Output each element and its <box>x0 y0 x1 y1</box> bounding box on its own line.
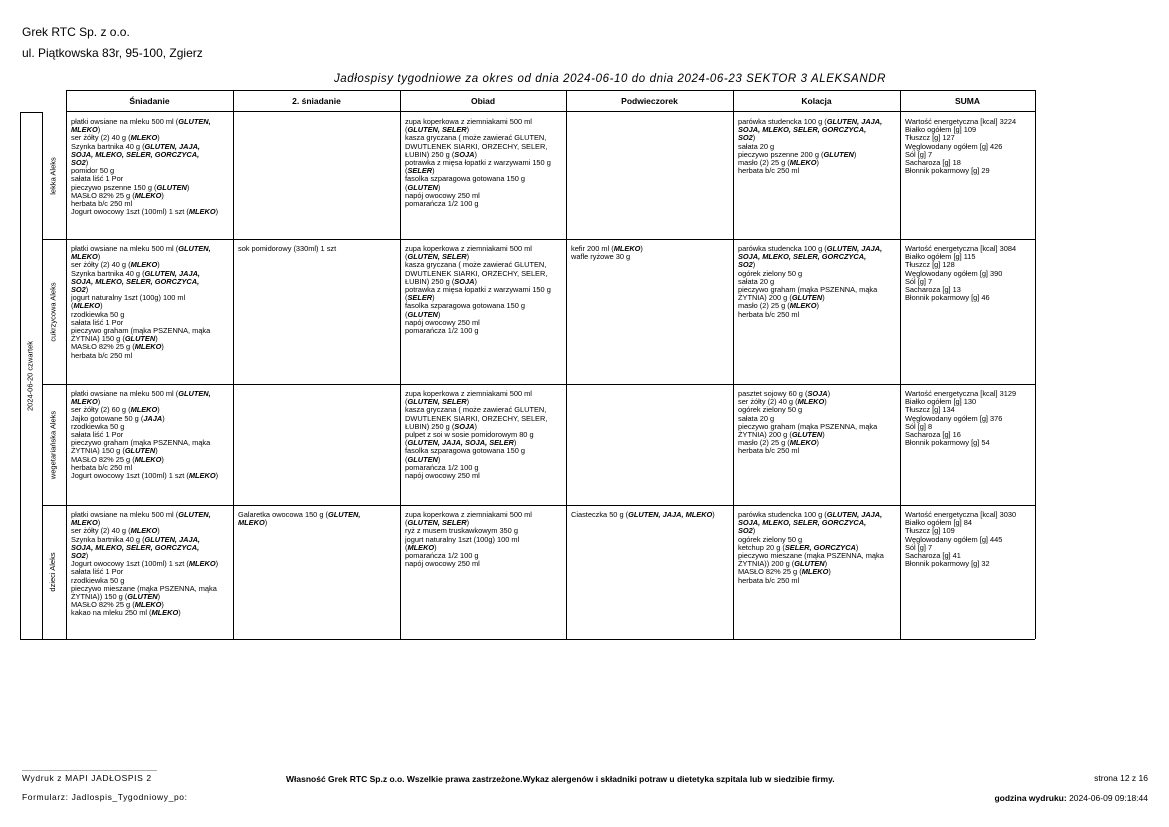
cell-line: (GLUTEN, JAJA, SOJA, SELER) <box>405 438 517 448</box>
cell-line: (MLEKO) <box>405 542 437 552</box>
cell-line: zupa koperkowa z ziemniakami 500 ml <box>405 511 532 519</box>
cell-line: (MLEKO) <box>71 301 103 311</box>
cell-line: herbata b/c 250 ml <box>71 199 133 209</box>
cell-line: MLEKO) <box>71 518 101 528</box>
column-header: Śniadanie <box>129 96 170 106</box>
cell-line: Wartość energetyczna [kcal] 3224 <box>905 118 1017 126</box>
cell-line: sałata liść 1 Por <box>71 430 124 440</box>
diet-label: dzieci Aleks <box>48 552 57 592</box>
cell-line: ogórek zielony 50 g <box>738 534 803 544</box>
cell-line: rzodkiewka 50 g <box>71 575 125 585</box>
menu-cell <box>71 118 230 237</box>
cell-line: ser żółty (2) 60 g (MLEKO) <box>71 405 160 415</box>
cell-line: sok pomidorowy (330ml) 1 szt <box>238 245 337 253</box>
cell-line: Węglowodany ogółem [g] 376 <box>905 413 1003 423</box>
menu-cell <box>238 390 397 503</box>
table-col-line <box>1035 90 1036 639</box>
cell-line: herbata b/c 250 ml <box>738 309 800 319</box>
menu-cell <box>571 245 730 382</box>
cell-line: SO2) <box>738 526 756 536</box>
diet-label: lekka Aleks <box>48 156 57 195</box>
menu-cell <box>71 390 230 503</box>
cell-line: MLEKO) <box>71 397 101 407</box>
cell-line: herbata b/c 250 ml <box>738 575 800 585</box>
cell-line: ogórek zielony 50 g <box>738 405 803 415</box>
cell-line: zupa koperkowa z ziemniakami 500 ml <box>405 245 532 253</box>
cell-line: ŻYTNIA) 200 g (GLUTEN) <box>738 430 825 440</box>
cell-line: Sacharoza [g] 18 <box>905 158 961 168</box>
cell-line: Sacharoza [g] 16 <box>905 430 961 440</box>
cell-line: ogórek zielony 50 g <box>738 268 803 278</box>
cell-line: Błonnik pokarmowy [g] 32 <box>905 559 990 569</box>
print-time <box>994 793 1148 803</box>
cell-line: DWUTLENEK SIARKI, ORZECHY, SELER, <box>405 268 548 278</box>
cell-line: Sacharoza [g] 41 <box>905 551 961 561</box>
cell-line: pieczywo pszenne 200 g (GLUTEN) <box>738 149 857 159</box>
cell-line: jogurt naturalny 1szt (100g) 100 ml <box>71 293 186 303</box>
footer-copyright: Własność Grek RTC Sp.z o.o. Wszelkie prawa zastrzeżone.Wykaz alergenów i składniki potraw u dietetyka szpitala lub w siedzibie firmy. <box>286 774 835 784</box>
cell-line: płatki owsiane na mleku 500 ml (GLUTEN, <box>71 511 211 519</box>
table-col-line <box>733 90 734 639</box>
cell-line: pieczywo graham (mąka PSZENNA, mąka <box>738 285 878 295</box>
menu-cell <box>405 245 563 382</box>
cell-line: zupa koperkowa z ziemniakami 500 ml <box>405 118 532 126</box>
cell-line: kasza gryczana ( może zawierać GLUTEN, <box>405 405 547 415</box>
cell-line: pieczywo mieszane (mąka PSZENNA, mąka <box>71 583 217 593</box>
cell-line: ketchup 20 g (SELER, GORCZYCA) <box>738 542 859 552</box>
cell-line: ŁUBIN) 250 g (SOJA) <box>405 276 477 286</box>
cell-line: Błonnik pokarmowy [g] 46 <box>905 293 990 303</box>
cell-line: DWUTLENEK SIARKI, ORZECHY, SELER, <box>405 141 548 151</box>
cell-line: pieczywo graham (mąka PSZENNA, mąka <box>71 326 211 336</box>
menu-cell <box>238 118 397 237</box>
cell-line: ŁUBIN) 250 g (SOJA) <box>405 421 477 431</box>
menu-cell <box>571 390 730 503</box>
menu-cell <box>905 245 1032 382</box>
cell-line: kakao na mleku 250 ml (MLEKO) <box>71 608 181 618</box>
cell-line: Wartość energetyczna [kcal] 3030 <box>905 511 1017 519</box>
table-row-line <box>42 239 1035 240</box>
menu-cell <box>238 245 397 382</box>
cell-line: Jogurt owocowy 1szt (100ml) 1 szt (MLEKO) <box>71 207 219 217</box>
cell-line: SO2) <box>71 551 89 561</box>
menu-cell <box>905 390 1032 503</box>
table-col-line <box>900 90 901 639</box>
cell-line: sałata 20 g <box>738 276 775 286</box>
column-header: Podwieczorek <box>621 96 678 106</box>
cell-line: parówka studencka 100 g (GLUTEN, JAJA, <box>738 118 883 126</box>
cell-line: ryż z musem truskawkowym 350 g <box>405 526 518 536</box>
cell-line: pasztet sojowy 60 g (SOJA) <box>738 390 831 398</box>
cell-line: MASŁO 82% 25 g (MLEKO) <box>71 454 164 464</box>
table-row-line <box>42 384 1035 385</box>
cell-line: Tłuszcz [g] 109 <box>905 526 955 536</box>
menu-cell <box>405 390 563 503</box>
cell-line: Szynka bartnika 40 g (GLUTEN, JAJA, <box>71 534 200 544</box>
menu-cell <box>405 511 563 637</box>
table-col-line <box>566 90 567 639</box>
footer-source: Wydruk z MAPI JADŁOSPIS 2 <box>22 773 152 783</box>
cell-line: napój owocowy 250 ml <box>405 317 480 327</box>
menu-cell <box>405 118 563 237</box>
cell-line: (GLUTEN) <box>405 309 441 319</box>
cell-line: MLEKO) <box>238 518 268 528</box>
cell-line: Błonnik pokarmowy [g] 54 <box>905 438 990 448</box>
cell-line: sałata 20 g <box>738 413 775 423</box>
cell-line: Białko ogółem [g] 84 <box>905 518 972 528</box>
menu-cell <box>738 390 897 503</box>
cell-line: herbata b/c 250 ml <box>71 350 133 360</box>
cell-line: (GLUTEN) <box>405 454 441 464</box>
cell-line: sałata 20 g <box>738 141 775 151</box>
cell-line: Sól [g] 8 <box>905 421 933 431</box>
page-number: strona 12 z 16 <box>1094 773 1148 783</box>
cell-line: kasza gryczana ( może zawierać GLUTEN, <box>405 133 547 143</box>
cell-line: masło (2) 25 g (MLEKO) <box>738 438 819 448</box>
cell-line: MASŁO 82% 25 g (MLEKO) <box>71 600 164 610</box>
day-label: 2024-06-20 czwartek <box>25 340 34 411</box>
print-time-label: godzina wydruku: <box>994 793 1067 803</box>
cell-line: pieczywo mieszane (mąka PSZENNA, mąka <box>738 551 884 561</box>
company-name: Grek RTC Sp. z o.o. <box>22 25 130 39</box>
cell-line: Wartość energetyczna [kcal] 3084 <box>905 245 1017 253</box>
cell-line: (GLUTEN, SELER) <box>405 518 470 528</box>
table-header-line <box>66 111 1035 112</box>
cell-line: parówka studencka 100 g (GLUTEN, JAJA, <box>738 245 883 253</box>
cell-line: (SELER) <box>405 293 435 303</box>
cell-line: (GLUTEN) <box>405 182 441 192</box>
cell-line: Wartość energetyczna [kcal] 3129 <box>905 390 1017 398</box>
cell-line: ŁUBIN) 250 g (SOJA) <box>405 149 477 159</box>
cell-line: herbata b/c 250 ml <box>738 446 800 456</box>
cell-line: DWUTLENEK SIARKI, ORZECHY, SELER, <box>405 413 548 423</box>
diet-label: cukrzycowa Aleks <box>48 281 57 342</box>
cell-line: masło (2) 25 g (MLEKO) <box>738 158 819 168</box>
cell-line: pieczywo graham (mąka PSZENNA, mąka <box>71 438 211 448</box>
cell-line: Szynka bartnika 40 g (GLUTEN, JAJA, <box>71 268 200 278</box>
cell-line: ser żółty (2) 40 g (MLEKO) <box>738 397 827 407</box>
cell-line: pomarańcza 1/2 100 g <box>405 462 479 472</box>
cell-line: pieczywo graham (mąka PSZENNA, mąka <box>738 421 878 431</box>
cell-line: pomidor 50 g <box>71 166 115 176</box>
cell-line: ŻYTNIA) 150 g (GLUTEN) <box>71 334 158 344</box>
cell-line: Galaretka owocowa 150 g (GLUTEN, <box>238 511 361 519</box>
table-border-bottom <box>20 639 1035 640</box>
menu-cell <box>71 245 230 382</box>
cell-line: Białko ogółem [g] 109 <box>905 125 977 135</box>
cell-line: pomarańcza 1/2 100 g <box>405 199 479 209</box>
cell-line: pomarańcza 1/2 100 g <box>405 551 479 561</box>
company-address: ul. Piątkowska 83r, 95-100, Zgierz <box>22 46 203 60</box>
table-row-line <box>42 505 1035 506</box>
cell-line: pieczywo pszenne 150 g (GLUTEN) <box>71 182 190 192</box>
cell-line: SOJA, MLEKO, SELER, GORCZYCA, <box>71 149 200 159</box>
column-header: SUMA <box>954 96 981 106</box>
cell-line: ŻYTNIA)) 150 g (GLUTEN) <box>71 592 161 602</box>
cell-line: Sól [g] 7 <box>905 542 933 552</box>
cell-line: Sól [g] 7 <box>905 149 933 159</box>
cell-line: Tłuszcz [g] 127 <box>905 133 955 143</box>
table-label-left <box>42 112 43 639</box>
cell-line: wafle ryżowe 30 g <box>571 252 631 262</box>
cell-line: sałata liść 1 Por <box>71 567 124 577</box>
cell-line: napój owocowy 250 ml <box>405 559 480 569</box>
footer-divider <box>22 770 157 771</box>
cell-line: SOJA, MLEKO, SELER, GORCZYCA, <box>738 125 867 135</box>
cell-line: SOJA, MLEKO, SELER, GORCZYCA, <box>71 276 200 286</box>
menu-cell <box>571 118 730 237</box>
table-col-line <box>66 90 67 639</box>
company-block <box>22 22 203 64</box>
menu-cell <box>571 511 730 637</box>
cell-line: Błonnik pokarmowy [g] 29 <box>905 166 990 176</box>
cell-line: Węglowodany ogółem [g] 426 <box>905 141 1003 151</box>
cell-line: Węglowodany ogółem [g] 390 <box>905 268 1003 278</box>
cell-line: MASŁO 82% 25 g (MLEKO) <box>71 190 164 200</box>
cell-line: jogurt naturalny 1szt (100g) 100 ml <box>405 534 520 544</box>
report-title: Jadłospisy tygodniowe za okres od dnia 2024-06-10 do dnia 2024-06-23 SEKTOR 3 ALEKSANDR <box>333 73 887 85</box>
cell-line: (GLUTEN, SELER) <box>405 252 470 262</box>
cell-line: ser żółty (2) 40 g (MLEKO) <box>71 133 160 143</box>
cell-line: sałata liść 1 Por <box>71 317 124 327</box>
table-col-line <box>233 90 234 639</box>
table-col-line <box>400 90 401 639</box>
cell-line: SO2) <box>71 158 89 168</box>
cell-line: masło (2) 25 g (MLEKO) <box>738 301 819 311</box>
cell-line: ser żółty (2) 40 g (MLEKO) <box>71 526 160 536</box>
menu-cell <box>738 511 897 637</box>
cell-line: fasolka szparagowa gotowana 150 g <box>405 174 525 184</box>
table-day-left <box>20 112 21 639</box>
cell-line: fasolka szparagowa gotowana 150 g <box>405 446 525 456</box>
cell-line: Białko ogółem [g] 130 <box>905 397 977 407</box>
cell-line: płatki owsiane na mleku 500 ml (GLUTEN, <box>71 390 211 398</box>
cell-line: pulpet z soi w sosie pomidorowym 80 g <box>405 430 534 440</box>
cell-line: rzodkiewka 50 g <box>71 309 125 319</box>
cell-line: (SELER) <box>405 166 435 176</box>
column-header: 2. śniadanie <box>292 96 341 106</box>
cell-line: herbata b/c 250 ml <box>71 462 133 472</box>
cell-line: rzodkiewka 50 g <box>71 421 125 431</box>
menu-cell <box>905 118 1032 237</box>
cell-line: ser żółty (2) 40 g (MLEKO) <box>71 260 160 270</box>
cell-line: kasza gryczana ( może zawierać GLUTEN, <box>405 260 547 270</box>
column-header: Obiad <box>470 96 496 106</box>
cell-line: zupa koperkowa z ziemniakami 500 ml <box>405 390 532 398</box>
cell-line: napój owocowy 250 ml <box>405 471 480 481</box>
cell-line: potrawka z mięsa łopatki z warzywami 150 g <box>405 158 551 168</box>
cell-line: SOJA, MLEKO, SELER, GORCZYCA, <box>738 518 867 528</box>
cell-line: Tłuszcz [g] 128 <box>905 260 955 270</box>
cell-line: Węglowodany ogółem [g] 445 <box>905 534 1003 544</box>
cell-line: ŻYTNIA) 150 g (GLUTEN) <box>71 446 158 456</box>
cell-line: Jajko gotowane 50 g (JAJA) <box>71 413 165 423</box>
cell-line: Jogurt owocowy 1szt (100ml) 1 szt (MLEKO) <box>71 559 219 569</box>
cell-line: napój owocowy 250 ml <box>405 190 480 200</box>
column-header: Kolacja <box>801 96 832 106</box>
cell-line: Ciasteczka 50 g (GLUTEN, JAJA, MLEKO) <box>571 511 715 519</box>
cell-line: SOJA, MLEKO, SELER, GORCZYCA, <box>71 542 200 552</box>
cell-line: Szynka bartnika 40 g (GLUTEN, JAJA, <box>71 141 200 151</box>
cell-line: Jogurt owocowy 1szt (100ml) 1 szt (MLEKO) <box>71 471 219 481</box>
cell-line: SO2) <box>738 260 756 270</box>
cell-line: ŻYTNIA) 200 g (GLUTEN) <box>738 293 825 303</box>
menu-cell <box>738 118 897 237</box>
cell-line: MLEKO) <box>71 125 101 135</box>
cell-line: fasolka szparagowa gotowana 150 g <box>405 301 525 311</box>
diet-label: wegetariańska Aleks <box>48 410 57 479</box>
menu-cell <box>238 511 397 637</box>
cell-line: pomarańcza 1/2 100 g <box>405 326 479 336</box>
cell-line: (GLUTEN, SELER) <box>405 125 470 135</box>
cell-line: potrawka z mięsa łopatki z warzywami 150 g <box>405 285 551 295</box>
print-time-value: 2024-06-09 09:18:44 <box>1069 793 1148 803</box>
menu-cell <box>71 511 230 637</box>
cell-line: SO2) <box>71 285 89 295</box>
cell-line: MASŁO 82% 25 g (MLEKO) <box>738 567 831 577</box>
cell-line: Sól [g] 7 <box>905 276 933 286</box>
cell-line: (GLUTEN, SELER) <box>405 397 470 407</box>
cell-line: Sacharoza [g] 13 <box>905 285 961 295</box>
cell-line: sałata liść 1 Por <box>71 174 124 184</box>
menu-cell <box>905 511 1032 637</box>
cell-line: parówka studencka 100 g (GLUTEN, JAJA, <box>738 511 883 519</box>
cell-line: kefir 200 ml (MLEKO) <box>571 245 643 253</box>
cell-line: MASŁO 82% 25 g (MLEKO) <box>71 342 164 352</box>
cell-line: SOJA, MLEKO, SELER, GORCZYCA, <box>738 252 867 262</box>
cell-line: MLEKO) <box>71 252 101 262</box>
cell-line: SO2) <box>738 133 756 143</box>
cell-line: Tłuszcz [g] 134 <box>905 405 955 415</box>
cell-line: ŻYTNIA)) 200 g (GLUTEN) <box>738 559 828 569</box>
cell-line: płatki owsiane na mleku 500 ml (GLUTEN, <box>71 245 211 253</box>
cell-line: herbata b/c 250 ml <box>738 166 800 176</box>
menu-cell <box>738 245 897 382</box>
cell-line: płatki owsiane na mleku 500 ml (GLUTEN, <box>71 118 211 126</box>
cell-line: Białko ogółem [g] 115 <box>905 252 976 262</box>
footer-form: Formularz: Jadlospis_Tygodniowy_po: <box>22 792 188 802</box>
